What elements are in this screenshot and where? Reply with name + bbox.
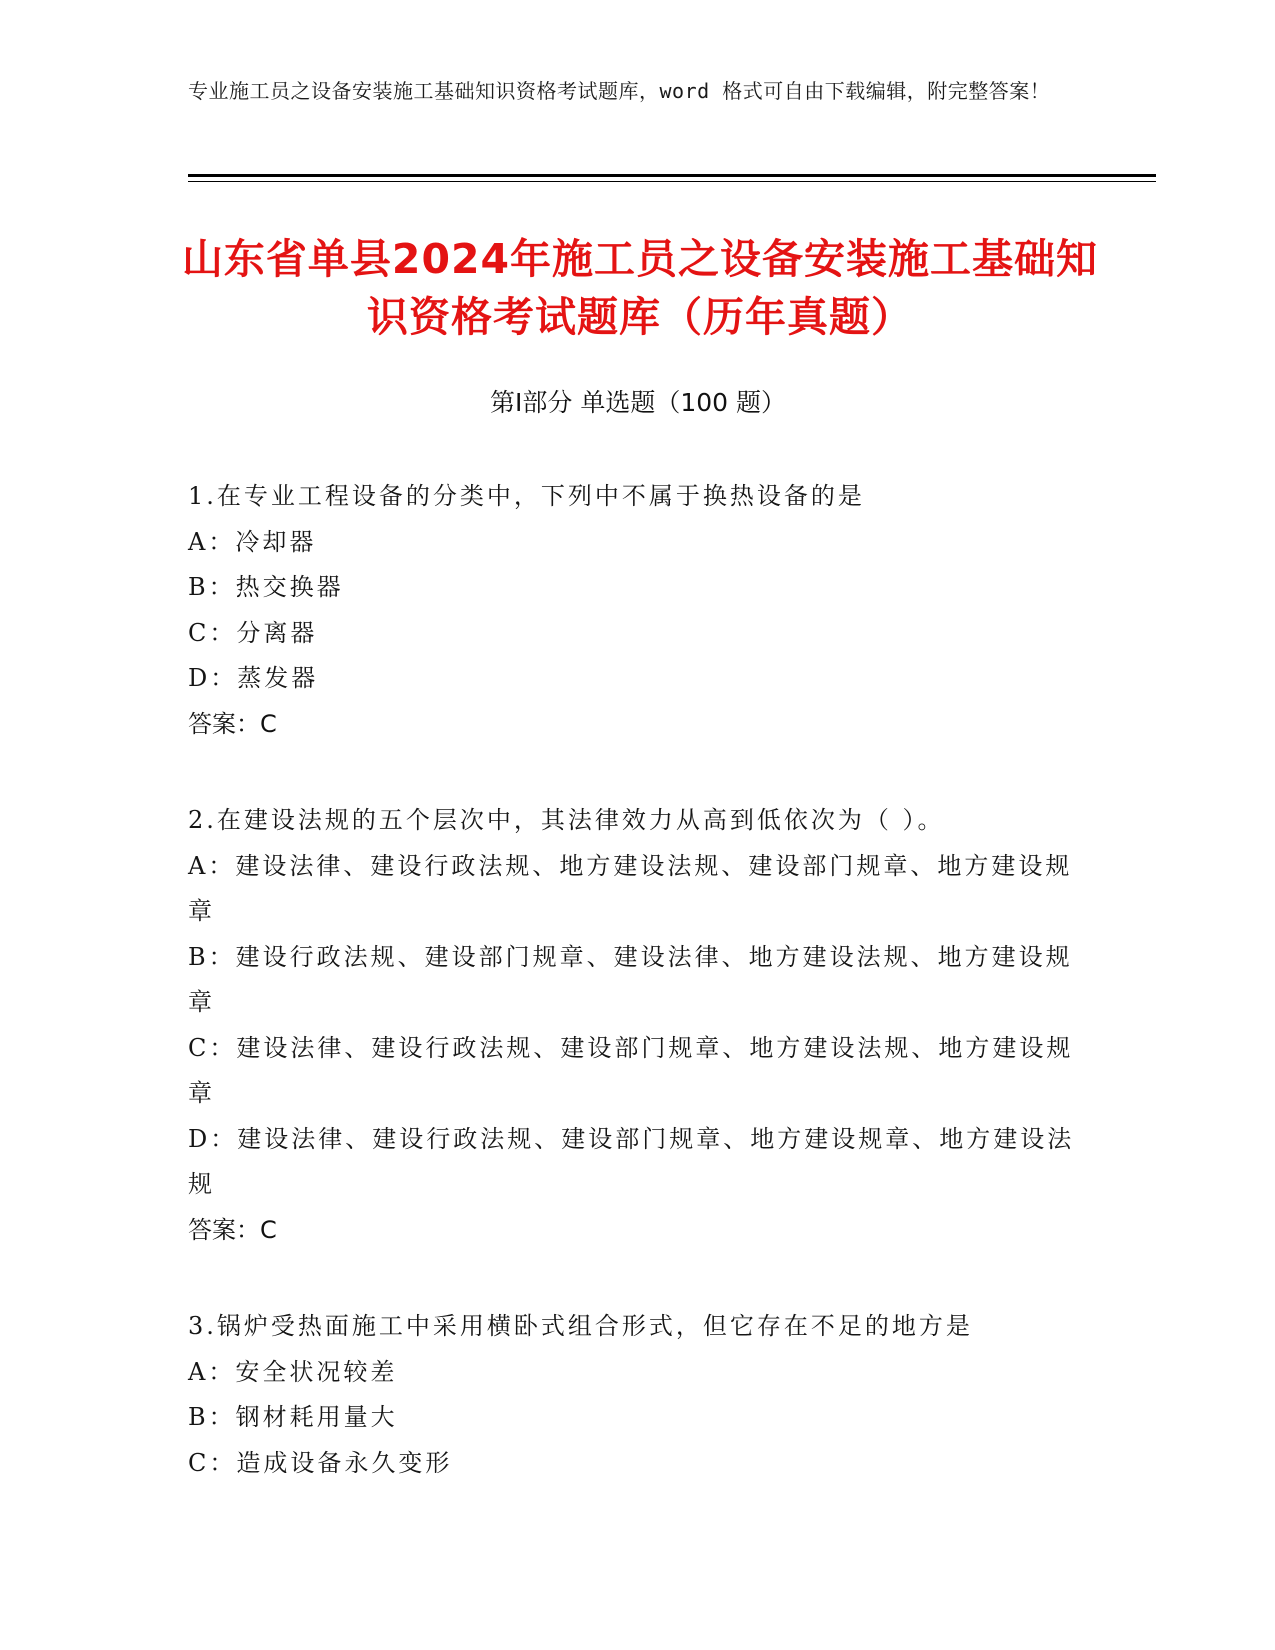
document-title: 山东省单县2024年施工员之设备安装施工基础知识资格考试题库（历年真题） [181, 235, 1099, 341]
option-c: C：分离器 [188, 618, 318, 647]
header-divider-thin [188, 181, 1156, 182]
section-title: 第Ⅰ部分 单选题（100 题） [490, 388, 786, 417]
option-a: A：冷却器 [188, 527, 317, 556]
question-list [188, 474, 1078, 1537]
option-b: B：热交换器 [188, 573, 344, 601]
option-d: D：蒸发器 [188, 664, 319, 692]
header-divider-thick [188, 174, 1156, 177]
option-c: C：造成设备永久变形 [188, 1448, 453, 1477]
option-b: B：钢材耗用量大 [188, 1403, 398, 1431]
question-2 [188, 798, 1078, 1253]
option-d: D：建设法律、建设行政法规、建设部门规章、地方建设规章、地方建设法规 [188, 1124, 1075, 1198]
option-a: A：建设法律、建设行政法规、地方建设法规、建设部门规章、地方建设规章 [188, 851, 1073, 925]
question-1 [188, 474, 1078, 747]
question-stem: 3.锅炉受热面施工中采用横卧式组合形式，但它存在不足的地方是 [188, 1312, 973, 1340]
option-c: C：建设法律、建设行政法规、建设部门规章、地方建设法规、地方建设规章 [188, 1033, 1074, 1107]
question-stem: 1.在专业工程设备的分类中，下列中不属于换热设备的是 [188, 482, 865, 510]
question-3 [188, 1304, 1078, 1486]
answer-text: 答案：C [188, 1215, 277, 1244]
option-a: A：安全状况较差 [188, 1357, 398, 1386]
header-note: 专业施工员之设备安装施工基础知识资格考试题库，word 格式可自由下载编辑，附完整答案！ [188, 79, 1051, 103]
answer-text: 答案：C [188, 709, 277, 738]
question-stem: 2.在建设法规的五个层次中，其法律效力从高到低依次为（ ）。 [188, 806, 945, 834]
option-b: B：建设行政法规、建设部门规章、建设法律、地方建设法规、地方建设规章 [188, 942, 1073, 1016]
